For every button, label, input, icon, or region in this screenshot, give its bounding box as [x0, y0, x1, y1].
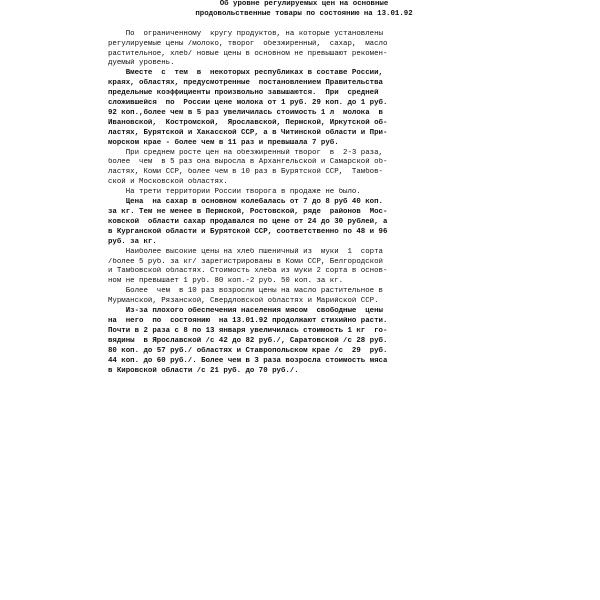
text-line: По ограниченному кругу продуктов, на которые установлены — [108, 29, 383, 38]
text-line: регулируемые цены /молоко, творог обезжиренный, сахар, масло — [108, 39, 388, 48]
text-line: в Кировской области /с 21 руб. до 70 руб./. — [108, 366, 299, 375]
document-text — [108, 20, 500, 377]
paragraph — [108, 287, 500, 307]
text-line: Цена на сахар в основном колебалась от 7 до 8 руб 40 коп. — [108, 198, 383, 207]
text-line: Мурманской, Рязанской, Свердловской областях и Марийской ССР. — [108, 297, 379, 306]
text-line: Из-за плохого обеспечения населения мясом свободные цены — [108, 307, 383, 316]
text-line: морском крае - более чем в 11 раз и превышала 7 руб. — [108, 138, 339, 147]
text-line: /более 5 руб. за кг/ зарегистрированы в Коми ССР, Белгородской — [108, 257, 383, 266]
text-line: ской и Московской областях. — [108, 178, 228, 187]
text-line: краях, областях, предусмотренные постановлением Правительства — [108, 79, 383, 88]
text-line: Более чем в 10 раз возросли цены на масло растительное в — [108, 287, 383, 296]
paragraph — [108, 248, 500, 288]
text-line: за кг. Тем не менее в Пермской, Ростовской, ряде районов Мос- — [108, 208, 388, 217]
text-line: Ивановской, Костромской, Ярославской, Пермской, Иркутской об- — [108, 118, 388, 127]
text-line: ном не превышает 1 руб. 80 коп.-2 руб. 50 коп. за кг. — [108, 277, 344, 286]
text-line: ластях, Коми ССР, более чем в 10 раз в Бурятской ССР, Тамбов- — [108, 168, 383, 177]
spacer — [108, 20, 500, 30]
text-line: более чем в 5 раз она выросла в Архангельской и Самарской об- — [108, 158, 388, 167]
text-line: растительное, хлеб/ новые цены в основном не превышают рекомен- — [108, 49, 388, 58]
title-line: продовольственные товары по состоянию на 13.01.92 — [195, 9, 413, 18]
text-line: и Тамбовской областях. Стоимость хлеба из муки 2 сорта в основ- — [108, 267, 388, 276]
text-line: Вместе с тем в некоторых республиках в составе России, — [108, 69, 383, 78]
text-line: 44 коп. до 60 руб./. Более чем в 3 раза возросла стоимость мяса — [108, 356, 388, 365]
text-line: Наиболее высокие цены на хлеб пшеничный из муки 1 сорта — [108, 247, 383, 256]
text-line: на него по состоянию на 13.01.92 продолжают стихийно расти. — [108, 316, 388, 325]
text-line: сложившейся по России цене молока от 1 руб. 29 коп. до 1 руб. — [108, 99, 388, 108]
paragraph — [108, 188, 500, 198]
text-line: дуемый уровень. — [108, 59, 175, 68]
paragraph — [108, 149, 500, 189]
document-body — [108, 0, 500, 376]
text-line: в Курганской области и Бурятской ССР, соответственно по 48 и 96 — [108, 227, 388, 236]
paragraph — [108, 198, 500, 248]
paragraph — [108, 307, 500, 376]
title-line: Об уровне регулируемых цен на основные — [219, 0, 389, 8]
text-line: руб. за кг. — [108, 237, 157, 246]
text-line: ластях, Бурятской и Хакасской ССР, а в Читинской области и При- — [108, 128, 388, 137]
text-line: На трети территории России творога в продаже не было. — [108, 188, 361, 197]
text-line: 92 коп.,более чем в 5 раз увеличилась стоимость 1 л молока в — [108, 108, 383, 117]
paragraph — [108, 69, 500, 148]
text-line: предельные коэффициенты произвольно завышаются. При средней — [108, 89, 379, 98]
text-line: При среднем росте цен на обезжиренный творог в 2-3 раза, — [108, 148, 383, 157]
text-line: вядины в Ярославской /с 42 до 82 руб./, Саратовской /с 28 руб. — [108, 336, 388, 345]
text-line: ковской области сахар продавался по цене от 24 до 30 рублей, а — [108, 217, 388, 226]
document-title — [108, 0, 500, 20]
text-line: 80 коп. до 57 руб./ областях и Ставропольском крае /с 29 руб. — [108, 346, 388, 355]
text-line: Почти в 2 раза с 8 по 13 января увеличилась стоимость 1 кг го- — [108, 326, 388, 335]
paragraph — [108, 30, 500, 70]
